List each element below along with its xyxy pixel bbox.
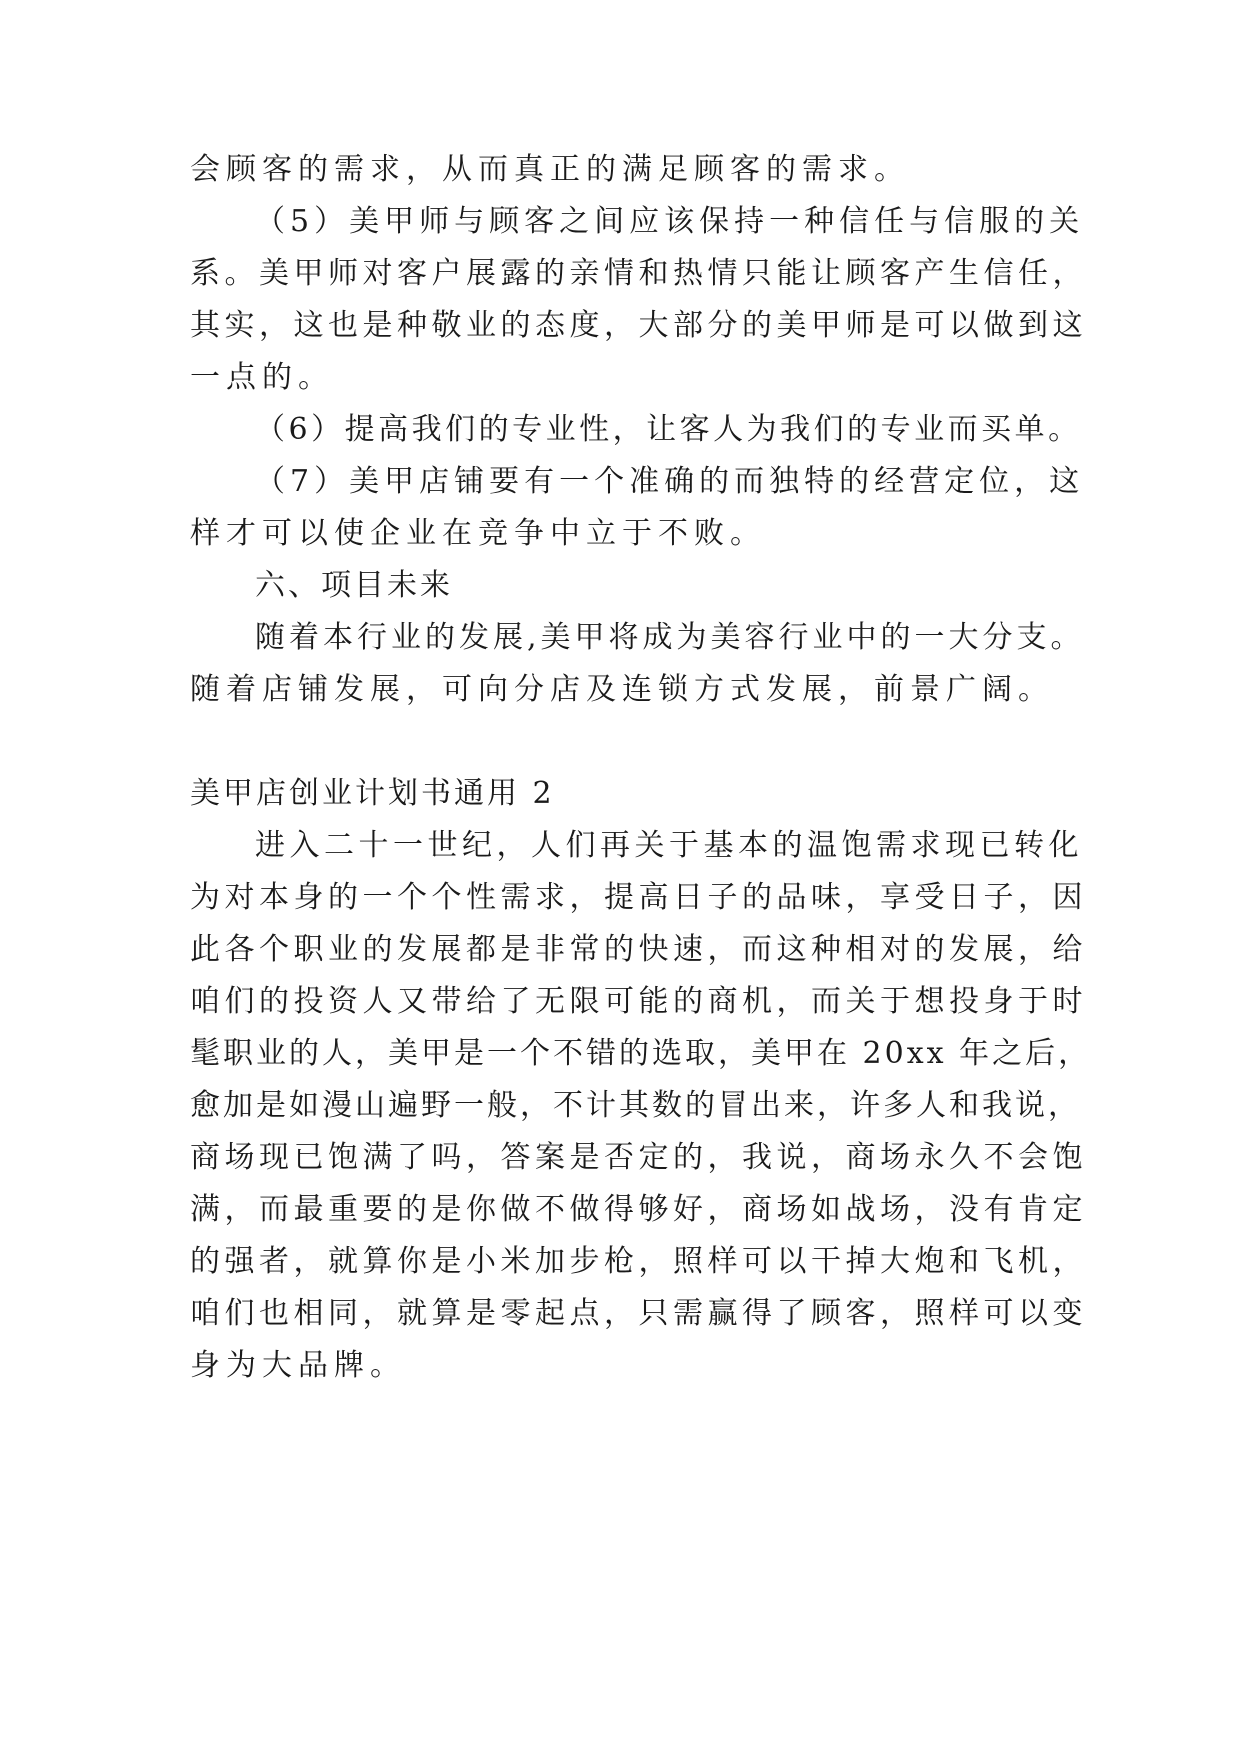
paragraph-line: （6）提高我们的专业性，让客人为我们的专业而买单。 <box>255 412 1082 447</box>
paragraph-line: 满，而最重要的是你做不做得够好，商场如战场，没有肯定 <box>190 1192 1087 1227</box>
paragraph-line: 咱们也相同，就算是零起点，只需赢得了顾客，照样可以变 <box>190 1296 1087 1331</box>
paragraph-line: 系。美甲师对客户展露的亲情和热情只能让顾客产生信任， <box>190 256 1087 291</box>
paragraph-line: （5）美甲师与顾客之间应该保持一种信任与信服的关 <box>255 204 1085 239</box>
document-title: 美甲店创业计划书通用 2 <box>190 776 555 811</box>
paragraph-line: 髦职业的人，美甲是一个不错的选取，美甲在 20xx 年之后， <box>190 1036 1092 1071</box>
paragraph-line: 会顾客的需求，从而真正的满足顾客的需求。 <box>190 152 910 187</box>
paragraph-line: 咱们的投资人又带给了无限可能的商机，而关于想投身于时 <box>190 984 1087 1019</box>
paragraph-line: 其实，这也是种敬业的态度，大部分的美甲师是可以做到这 <box>190 308 1087 343</box>
paragraph-line: 一点的。 <box>190 360 334 395</box>
paragraph-line: （7）美甲店铺要有一个准确的而独特的经营定位，这 <box>255 464 1085 499</box>
paragraph-line: 进入二十一世纪，人们再关于基本的温饱需求现已转化 <box>255 828 1083 863</box>
paragraph-line: 为对本身的一个个性需求，提高日子的品味，享受日子，因 <box>190 880 1087 915</box>
paragraph-line: 随着本行业的发展,美甲将成为美容行业中的一大分支。 <box>255 620 1085 655</box>
paragraph-line: 的强者，就算你是小米加步枪，照样可以干掉大炮和飞机， <box>190 1244 1087 1279</box>
paragraph-line: 随着店铺发展，可向分店及连锁方式发展，前景广阔。 <box>190 672 1054 707</box>
paragraph-line: 身为大品牌。 <box>190 1348 406 1383</box>
paragraph-line: 样才可以使企业在竞争中立于不败。 <box>190 516 766 551</box>
paragraph-line: 此各个职业的发展都是非常的快速，而这种相对的发展，给 <box>190 932 1087 967</box>
paragraph-line: 商场现已饱满了吗，答案是否定的，我说，商场永久不会饱 <box>190 1140 1087 1175</box>
paragraph-line: 愈加是如漫山遍野一般，不计其数的冒出来，许多人和我说， <box>190 1088 1081 1123</box>
section-heading: 六、项目未来 <box>255 568 453 603</box>
